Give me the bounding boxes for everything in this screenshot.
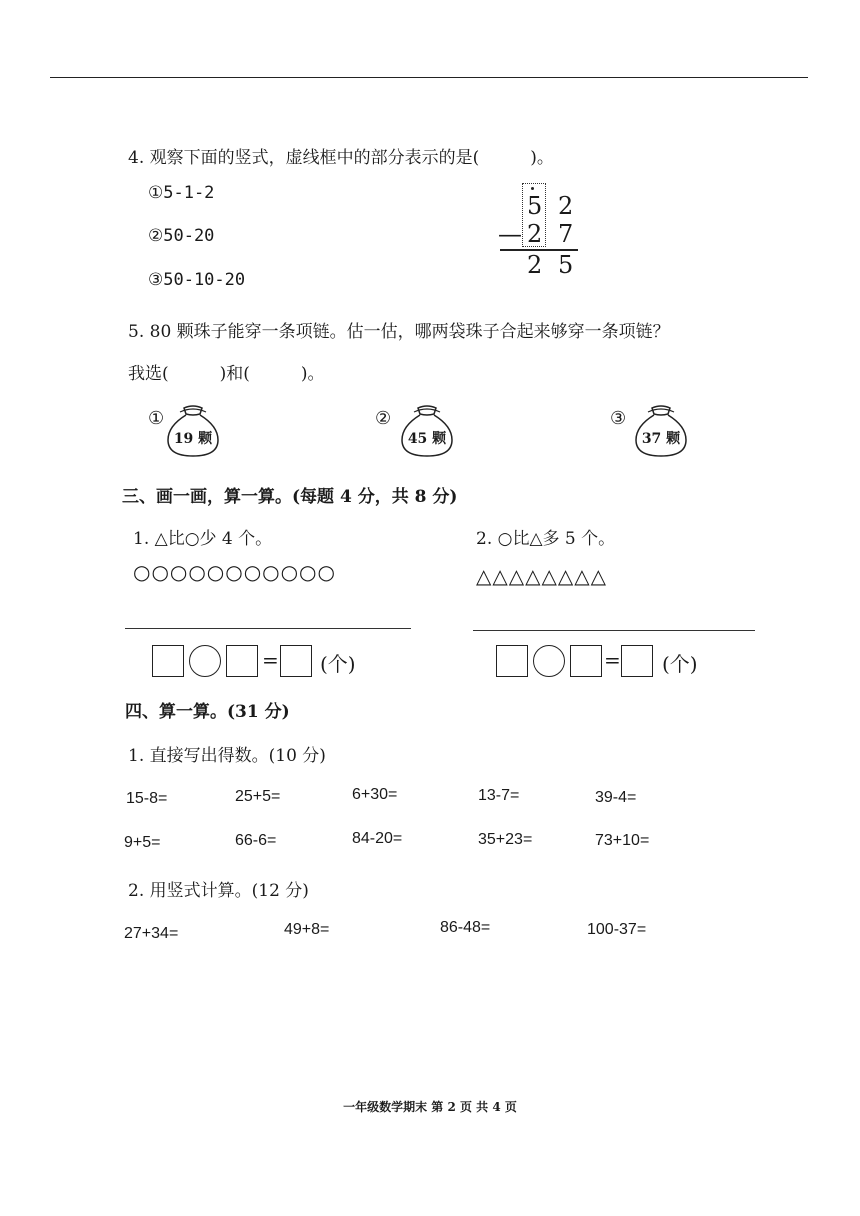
bead-bag-2 <box>396 404 458 460</box>
vertical-calc-item: 100-37= <box>587 921 647 938</box>
carry-dot <box>531 187 534 190</box>
section3-title: 三、画一画，算一算。(每题 4 分，共 8 分) <box>122 487 458 507</box>
calc-item: 6+30= <box>352 786 398 803</box>
bag-1-mark: ① <box>148 408 165 429</box>
s3-p1-draw-line[interactable] <box>125 628 411 629</box>
bag-2-mark: ② <box>375 408 392 429</box>
vc-result-ones: 5 <box>558 251 574 279</box>
vc-row2-tens: 2 <box>527 220 543 248</box>
s3-p2-box-result[interactable] <box>621 645 653 677</box>
section4-title: 四、算一算。(31 分) <box>125 702 290 722</box>
vertical-calc-item: 86-48= <box>440 919 491 936</box>
vertical-calc-item: 49+8= <box>284 921 330 938</box>
s3-p2-draw-line[interactable] <box>473 630 755 631</box>
s3-p1-op-circle[interactable] <box>189 645 221 677</box>
q4-option-3: ③50-10-20 <box>148 270 246 290</box>
vertical-calc-item: 27+34= <box>124 925 179 942</box>
calc-item: 25+5= <box>235 788 281 805</box>
bag-2-label: 45 颗 <box>407 431 447 447</box>
bag-3-label: 37 颗 <box>641 431 681 447</box>
s3-p2-equals: = <box>604 648 621 672</box>
vc-row1-ones: 2 <box>558 192 574 220</box>
calc-item: 35+23= <box>478 831 533 848</box>
calc-item: 66-6= <box>235 832 277 849</box>
s3-p2-triangles: △△△△△△△△ <box>476 564 608 588</box>
calc-item: 9+5= <box>124 834 161 851</box>
s3-p1-circles: ○○○○○○○○○○○ <box>133 560 336 584</box>
bead-bag-1 <box>162 404 224 460</box>
calc-item: 39-4= <box>595 789 637 806</box>
calc-item: 13-7= <box>478 787 520 804</box>
s3-p1-box-2[interactable] <box>226 645 258 677</box>
s3-p1-equals: = <box>262 648 279 672</box>
q4-option-2: ②50-20 <box>148 226 215 246</box>
q5-stem: 5. 80 颗珠子能穿一条项链。估一估，哪两袋珠子合起来够穿一条项链？ <box>128 322 670 342</box>
q4-option-1: ①5-1-2 <box>148 183 215 203</box>
calc-item: 84-20= <box>352 830 403 847</box>
s3-p2-box-2[interactable] <box>570 645 602 677</box>
bag-3-mark: ③ <box>610 408 627 429</box>
vc-row2-ones: 7 <box>558 220 574 248</box>
s3-p1-unit: (个) <box>320 652 356 676</box>
vc-row1-tens: 5 <box>527 192 543 220</box>
s3-p2-op-circle[interactable] <box>533 645 565 677</box>
s3-p2-unit: (个) <box>662 652 698 676</box>
s4-sub1: 1. 直接写出得数。(10 分) <box>128 746 326 766</box>
bag-1-label: 19 颗 <box>173 431 213 447</box>
vc-minus-sign: — <box>498 220 522 248</box>
s4-sub2: 2. 用竖式计算。(12 分) <box>128 881 309 901</box>
calc-item: 73+10= <box>595 832 650 849</box>
s3-p1-box-result[interactable] <box>280 645 312 677</box>
s3-p1-text: 1. △比○少 4 个。 <box>133 529 273 549</box>
q5-answer-line: 我选( )和( )。 <box>128 364 325 384</box>
q4-stem: 4. 观察下面的竖式，虚线框中的部分表示的是( )。 <box>128 148 554 168</box>
s3-p2-box-1[interactable] <box>496 645 528 677</box>
calc-item: 15-8= <box>126 790 168 807</box>
top-rule <box>50 77 808 78</box>
vc-result-tens: 2 <box>527 251 543 279</box>
s3-p1-box-1[interactable] <box>152 645 184 677</box>
page-footer: 一年级数学期末 第 2 页 共 4 页 <box>343 1100 517 1114</box>
s3-p2-text: 2. ○比△多 5 个。 <box>476 529 616 549</box>
bead-bag-3 <box>630 404 692 460</box>
